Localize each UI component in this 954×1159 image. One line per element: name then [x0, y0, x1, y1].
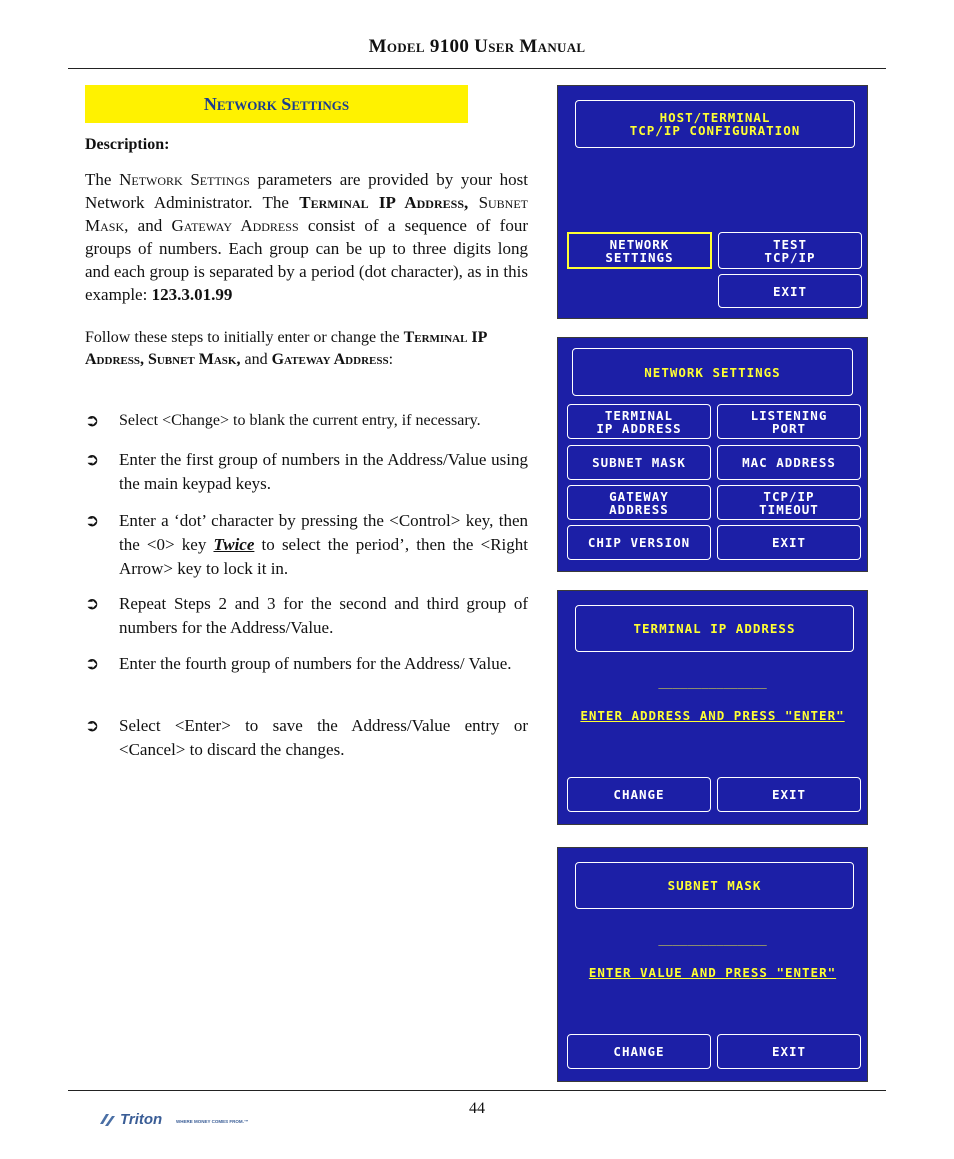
atm-screen-tcpip-config [557, 85, 868, 319]
listening-port-button[interactable]: LISTENING PORT [717, 404, 861, 439]
arrow-bullet-icon: ➲ [85, 594, 100, 614]
exit-button[interactable]: EXIT [717, 777, 861, 812]
change-button[interactable]: CHANGE [567, 1034, 711, 1069]
exit-button[interactable]: EXIT [718, 274, 862, 308]
gateway-address-button[interactable]: GATEWAY ADDRESS [567, 485, 711, 520]
value-entry-field[interactable]: _______________ [658, 932, 767, 946]
steps-intro-paragraph: Follow these steps to initially enter or change the Terminal IP Address, Subnet Mask, and Gateway Address: [85, 329, 487, 368]
exit-button[interactable]: EXIT [717, 1034, 861, 1069]
tcpip-timeout-button[interactable]: TCP/IP TIMEOUT [717, 485, 861, 520]
step-item: ➲ Enter the fourth group of numbers for the Address/ Value. [85, 654, 512, 674]
triton-logo-icon [98, 1110, 268, 1130]
step-item: ➲ Enter a ‘dot’ character by pressing the <Control> key, then the <0> key Twice to select the period’, then the <Right Arrow> key to lock it in. [85, 511, 528, 578]
page-header-title: Model 9100 User Manual [368, 36, 586, 57]
header-divider [68, 68, 886, 69]
section-banner [85, 85, 468, 123]
arrow-bullet-icon: ➲ [85, 450, 100, 470]
step-item: ➲ Select <Change> to blank the current entry, if necessary. [85, 411, 481, 431]
entry-prompt: ENTER ADDRESS AND PRESS "ENTER" [580, 708, 845, 723]
triton-logo [98, 1110, 268, 1130]
svg-text:WHERE MONEY COMES FROM.™: WHERE MONEY COMES FROM.™ [176, 1119, 249, 1124]
arrow-bullet-icon: ➲ [85, 716, 100, 736]
arrow-bullet-icon: ➲ [85, 654, 100, 674]
atm-screen-terminal-ip-address [557, 590, 868, 825]
example-address: 123.3.01.99 [151, 285, 233, 304]
exit-button[interactable]: EXIT [717, 525, 861, 560]
arrow-bullet-icon: ➲ [85, 411, 100, 431]
step-item: ➲ Select <Enter> to save the Address/Value entry or <Cancel> to discard the changes. [85, 716, 528, 759]
terminal-ip-address-button[interactable]: TERMINAL IP ADDRESS [567, 404, 711, 439]
address-entry-field[interactable]: _______________ [658, 675, 767, 689]
atm-screen-subnet-mask [557, 847, 868, 1082]
screen-title: HOST/TERMINAL TCP/IP CONFIGURATION [575, 100, 855, 148]
screen-title: TERMINAL IP ADDRESS [575, 605, 854, 652]
test-tcpip-button[interactable]: TEST TCP/IP [718, 232, 862, 269]
step-item: ➲ Repeat Steps 2 and 3 for the second and third group of numbers for the Address/Value. [85, 594, 528, 637]
page-number: 44 [469, 1100, 485, 1117]
emphasis-twice: Twice [213, 535, 255, 554]
atm-screen-network-settings [557, 337, 868, 572]
mac-address-button[interactable]: MAC ADDRESS [717, 445, 861, 480]
description-paragraph: The Network Settings parameters are provided by your host Network Administrator. The Terminal IP Address, Subnet Mask, and Gateway Address consist of a sequence of four groups of numbers. Each group can be up to three digits long and each group is separated by a period (dot character), as in this example: 123.3.01.99 [85, 170, 529, 304]
step-item: ➲ Enter the first group of numbers in the Address/Value using the main keypad keys. [85, 450, 528, 493]
screen-title: NETWORK SETTINGS [572, 348, 853, 396]
subnet-mask-button[interactable]: SUBNET MASK [567, 445, 711, 480]
entry-prompt: ENTER VALUE AND PRESS "ENTER" [588, 965, 837, 980]
chip-version-button[interactable]: CHIP VERSION [567, 525, 711, 560]
arrow-bullet-icon: ➲ [85, 511, 100, 531]
section-title: Network Settings [203, 93, 350, 114]
screen-title: SUBNET MASK [575, 862, 854, 909]
footer-divider [68, 1090, 886, 1091]
network-settings-button[interactable]: NETWORK SETTINGS [567, 232, 712, 269]
description-heading: Description: [85, 136, 170, 153]
svg-text:Triton: Triton [120, 1111, 163, 1128]
change-button[interactable]: CHANGE [567, 777, 711, 812]
